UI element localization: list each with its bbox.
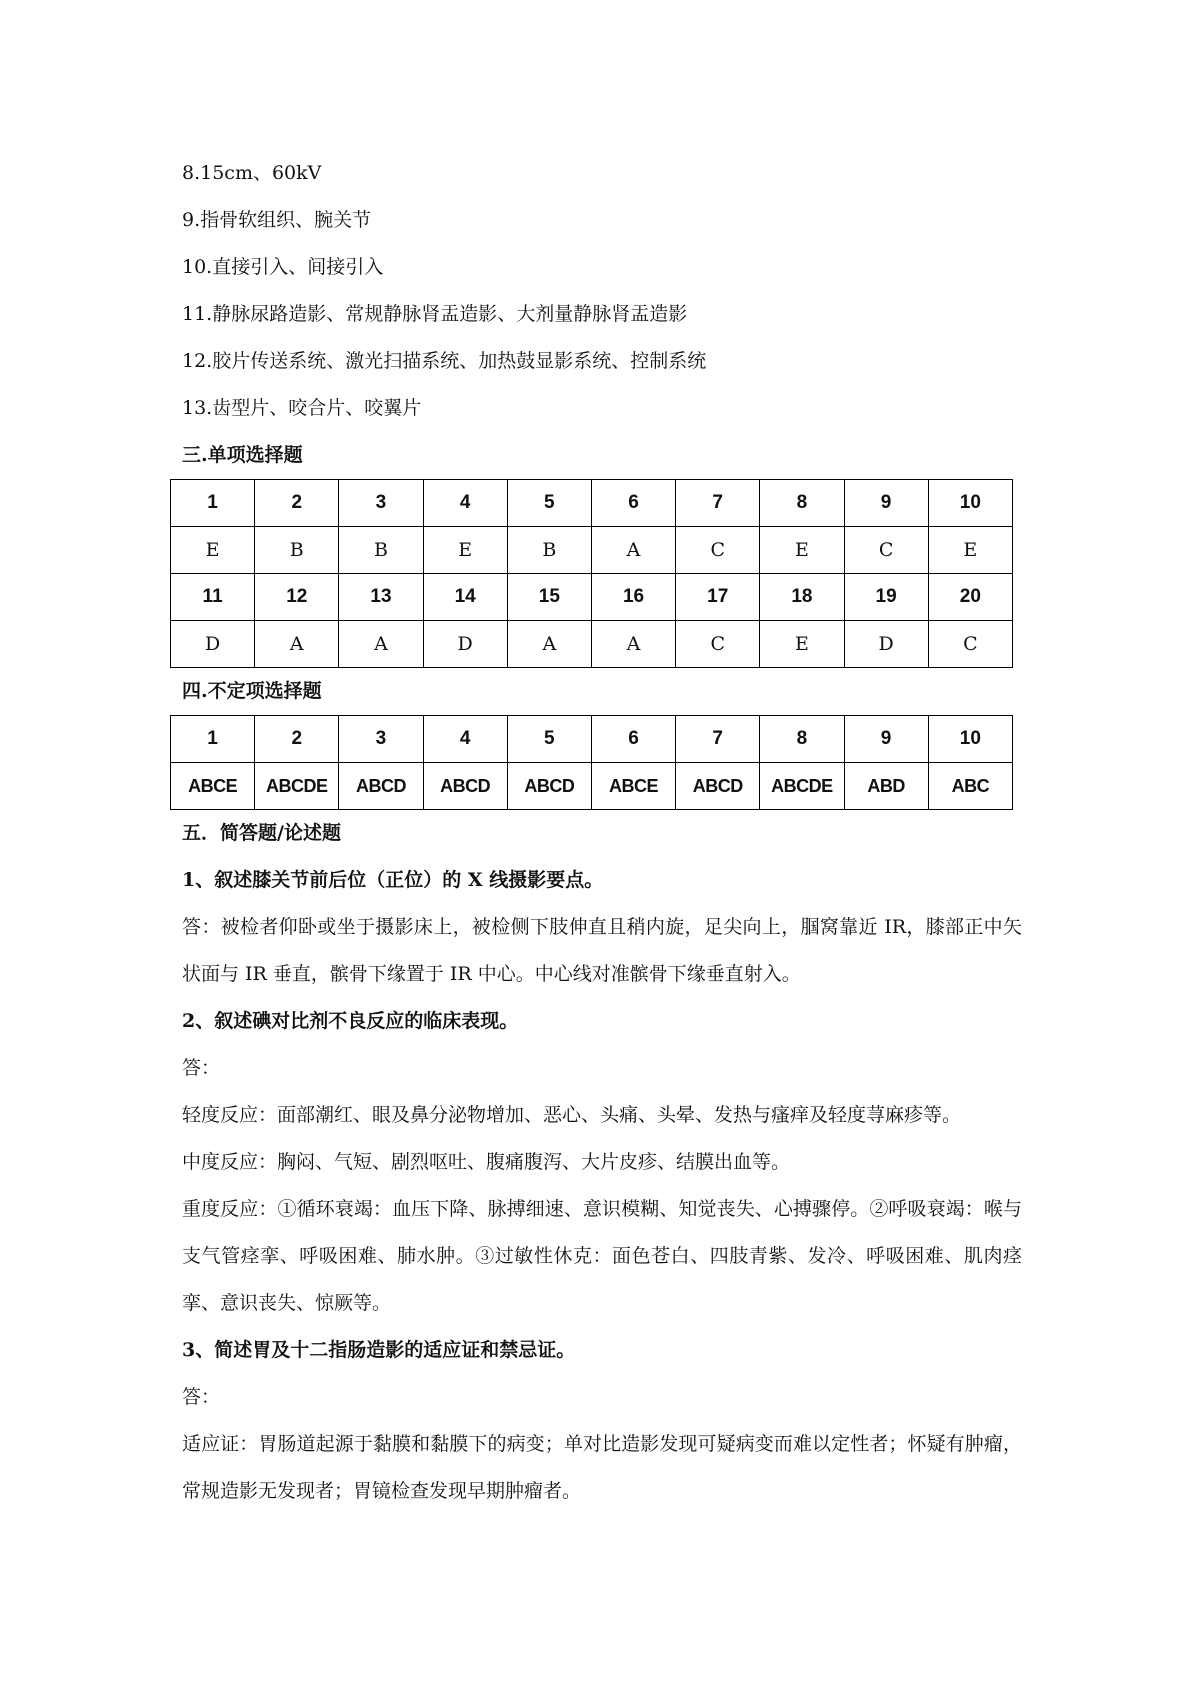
- answer-cell: C: [928, 621, 1012, 668]
- answer-cell: ABCD: [339, 763, 423, 810]
- question-1: 1、叙述膝关节前后位（正位）的 X 线摄影要点。: [182, 869, 604, 891]
- question-number-cell: 8: [760, 716, 844, 763]
- fill-answer-9: 9.指骨软组织、腕关节: [182, 209, 372, 231]
- answer-cell: B: [339, 527, 423, 574]
- answer-cell: C: [676, 621, 760, 668]
- question-number-cell: 5: [507, 716, 591, 763]
- answer-1: 答：被检者仰卧或坐于摄影床上，被检侧下肢伸直且稍内旋，足尖向上，腘窝靠近 IR，膝部正中矢状面与 IR 垂直，髌骨下缘置于 IR 中心。中心线对准髌骨下缘垂直射入。: [182, 916, 1022, 985]
- question-number-cell: 20: [928, 574, 1012, 621]
- document-page: [182, 150, 1022, 1515]
- question-number-cell: 3: [339, 480, 423, 527]
- answer-3-label: 答：: [182, 1386, 221, 1408]
- question-number-cell: 17: [676, 574, 760, 621]
- fill-answer-12: 12.胶片传送系统、激光扫描系统、加热鼓显影系统、控制系统: [182, 350, 707, 372]
- answer-cell: E: [760, 621, 844, 668]
- answer-3-indications: 适应证：胃肠道起源于黏膜和黏膜下的病变；单对比造影发现可疑病变而难以定性者；怀疑有肿瘤，常规造影无发现者；胃镜检查发现早期肿瘤者。: [182, 1433, 1022, 1502]
- question-number-cell: 9: [844, 716, 928, 763]
- answer-cell: A: [255, 621, 339, 668]
- question-number-cell: 2: [255, 716, 339, 763]
- question-number-cell: 15: [507, 574, 591, 621]
- question-number-cell: 1: [171, 716, 255, 763]
- fill-answer-13: 13.齿型片、咬合片、咬翼片: [182, 397, 422, 419]
- answer-cell: ABCD: [423, 763, 507, 810]
- answer-cell: C: [844, 527, 928, 574]
- question-number-cell: 19: [844, 574, 928, 621]
- question-number-cell: 8: [760, 480, 844, 527]
- answer-2-severe: 重度反应：①循环衰竭：血压下降、脉搏细速、意识模糊、知觉丧失、心搏骤停。②呼吸衰竭：喉与支气管痉挛、呼吸困难、肺水肿。③过敏性休克：面色苍白、四肢青紫、发冷、呼吸困难、肌肉痉挛、意识丧失、惊厥等。: [182, 1198, 1022, 1314]
- answer-cell: ABCDE: [760, 763, 844, 810]
- answer-2-moderate: 中度反应：胸闷、气短、剧烈呕吐、腹痛腹泻、大片皮疹、结膜出血等。: [182, 1151, 791, 1173]
- question-number-cell: 7: [676, 716, 760, 763]
- answer-cell: A: [339, 621, 423, 668]
- answer-2-mild: 轻度反应：面部潮红、眼及鼻分泌物增加、恶心、头痛、头晕、发热与瘙痒及轻度荨麻疹等。: [182, 1104, 962, 1126]
- question-number-cell: 2: [255, 480, 339, 527]
- answer-cell: ABCE: [171, 763, 255, 810]
- question-number-cell: 18: [760, 574, 844, 621]
- answer-cell: ABD: [844, 763, 928, 810]
- answer-cell: A: [591, 621, 675, 668]
- question-number-cell: 6: [591, 716, 675, 763]
- single-choice-answer-table: [170, 479, 1013, 668]
- section-4-title: 四.不定项选择题: [182, 680, 322, 702]
- question-number-cell: 10: [928, 480, 1012, 527]
- answer-cell: ABCD: [676, 763, 760, 810]
- question-number-cell: 13: [339, 574, 423, 621]
- answer-cell: D: [423, 621, 507, 668]
- question-number-cell: 9: [844, 480, 928, 527]
- question-2: 2、叙述碘对比剂不良反应的临床表现。: [182, 1010, 519, 1032]
- answer-row: [171, 763, 1013, 810]
- answer-cell: E: [928, 527, 1012, 574]
- answer-cell: E: [423, 527, 507, 574]
- question-number-row: [171, 480, 1013, 527]
- answer-cell: ABCD: [507, 763, 591, 810]
- question-number-cell: 10: [928, 716, 1012, 763]
- answer-cell: ABC: [928, 763, 1012, 810]
- question-number-cell: 4: [423, 480, 507, 527]
- answer-cell: D: [171, 621, 255, 668]
- answer-cell: B: [255, 527, 339, 574]
- question-number-cell: 7: [676, 480, 760, 527]
- question-number-cell: 16: [591, 574, 675, 621]
- question-number-cell: 14: [423, 574, 507, 621]
- answer-cell: ABCDE: [255, 763, 339, 810]
- multiple-choice-answer-table: [170, 715, 1013, 810]
- answer-cell: ABCE: [591, 763, 675, 810]
- answer-2-label: 答：: [182, 1057, 221, 1079]
- answer-row: [171, 621, 1013, 668]
- question-number-cell: 5: [507, 480, 591, 527]
- answer-row: [171, 527, 1013, 574]
- fill-answer-11: 11.静脉尿路造影、常规静脉肾盂造影、大剂量静脉肾盂造影: [182, 303, 688, 325]
- question-number-row: [171, 574, 1013, 621]
- question-number-cell: 12: [255, 574, 339, 621]
- answer-cell: A: [591, 527, 675, 574]
- answer-cell: B: [507, 527, 591, 574]
- question-number-cell: 3: [339, 716, 423, 763]
- question-number-row: [171, 716, 1013, 763]
- answer-cell: C: [676, 527, 760, 574]
- question-number-cell: 1: [171, 480, 255, 527]
- answer-cell: E: [760, 527, 844, 574]
- fill-answer-8: 8.15cm、60kV: [182, 162, 322, 184]
- section-5-title: 五．简答题/论述题: [182, 822, 341, 844]
- question-3: 3、简述胃及十二指肠造影的适应证和禁忌证。: [182, 1339, 576, 1361]
- question-number-cell: 6: [591, 480, 675, 527]
- question-number-cell: 11: [171, 574, 255, 621]
- answer-cell: E: [171, 527, 255, 574]
- fill-answer-10: 10.直接引入、间接引入: [182, 256, 384, 278]
- question-number-cell: 4: [423, 716, 507, 763]
- section-3-title: 三.单项选择题: [182, 444, 303, 466]
- answer-cell: A: [507, 621, 591, 668]
- answer-cell: D: [844, 621, 928, 668]
